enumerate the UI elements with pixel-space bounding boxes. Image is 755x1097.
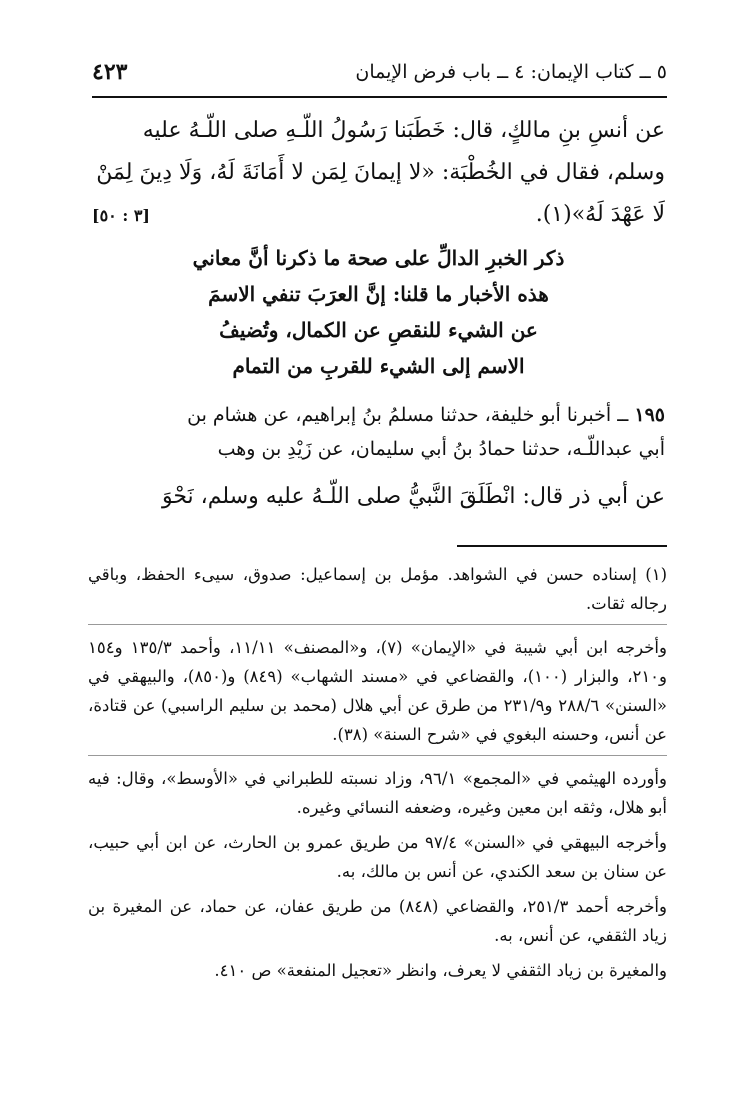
last-line-row <box>92 194 665 236</box>
running-title: ٥ ــ كتاب الإيمان: ٤ ــ باب فرض الإيمان <box>355 61 667 83</box>
text-line: لَا عَهْدَ لَهُ»(١). <box>535 202 665 227</box>
hadith-matn: عن أبي ذر قال: انْطَلَقَ النَّبيُّ صلى اللّـهُ عليه وسلم، نَحْوَ <box>161 484 665 509</box>
footnote-paragraph: (١) إسناده حسن في الشواهد. مؤمل بن إسماعيل: صدوق، سيىء الحفظ، وباقي رجاله ثقات. <box>88 565 667 613</box>
isnad-line-2: أبي عبداللّـه، حدثنا حمادُ بنُ أبي سليمان، عن زَيْدِ بن وهب <box>217 438 665 460</box>
footnote-divider <box>457 545 667 547</box>
reference-number: [٣ : ٥٠] <box>92 205 150 225</box>
footnote-paragraph: وأخرجه ابن أبي شيبة في «الإيمان» (٧)، و«المصنف» ١١/١١، وأحمد ١٣٥/٣ و١٥٤ و٢١٠، والبزار (١٠٠)، والقضاعي في «مسند الشهاب» (٨٤٩) و(٨٥٠)، والبيهقي في «السنن» ٢٨٨/٦ و٢٣١/٩ من طرق عن أبي هلال (محمد بن سليم الراسبي) عن قتادة، عن أنس، وحسنه البغوي في «شرح السنة» (٣٨). <box>88 638 668 744</box>
page-number: ٤٢٣ <box>92 59 128 85</box>
page-header <box>92 52 667 98</box>
text-line: عن أنسِ بنِ مالكٍ، قال: خَطَبَنا رَسُولُ اللّـهِ صلى اللّـهُ عليه <box>142 118 665 143</box>
hadith-isnad <box>92 398 665 466</box>
heading-line: ذكر الخبرِ الدالِّ على صحة ما ذكرنا أنَّ معاني <box>192 246 565 270</box>
footnotes <box>88 560 667 991</box>
footnote-paragraph: وأخرجه البيهقي في «السنن» ٩٧/٤ من طريق عمرو بن الحارث، عن ابن أبي حبيب، عن سنان بن سعد الكندي، عن أنس بن مالك، به. <box>88 833 667 881</box>
isnad-text: ــ أخبرنا أبو خليفة، حدثنا مسلمُ بنُ إبراهيم، عن هشام بن <box>187 404 629 426</box>
hadith-number: ١٩٥ <box>634 404 665 426</box>
footnote-paragraph: والمغيرة بن زياد الثقفي لا يعرف، وانظر «تعجيل المنفعة» ص ٤١٠. <box>214 961 667 980</box>
footnote-separator <box>88 755 667 756</box>
footnote-paragraph: وأورده الهيثمي في «المجمع» ٩٦/١، وزاد نسبته للطبراني في «الأوسط»، وقال: فيه أبو هلال، وثقه ابن معين وغيره، وضعفه النسائي وغيره. <box>88 769 667 817</box>
isnad-line-1 <box>92 398 665 432</box>
heading-line: هذه الأخبار ما قلنا: إنَّ العرَبَ تنفي الاسمَ <box>208 282 549 306</box>
footnote-separator <box>88 624 667 625</box>
heading-line: عن الشيء للنقصِ عن الكمال، وتُضيفُ <box>219 318 538 342</box>
heading-line: الاسم إلى الشيء للقربِ من التمام <box>232 354 525 378</box>
chapter-heading <box>132 240 625 384</box>
text-line: وسلم، فقال في الخُطْبَة: «لا إيمانَ لِمَن لا أَمَانَةَ لَهُ، وَلَا دِينَ لِمَنْ <box>96 160 665 185</box>
main-text <box>92 110 665 540</box>
footnote-paragraph: وأخرجه أحمد ٢٥١/٣، والقضاعي (٨٤٨) من طريق عفان، عن حماد، عن المغيرة بن زياد الثقفي، عن أنس، به. <box>88 897 667 945</box>
